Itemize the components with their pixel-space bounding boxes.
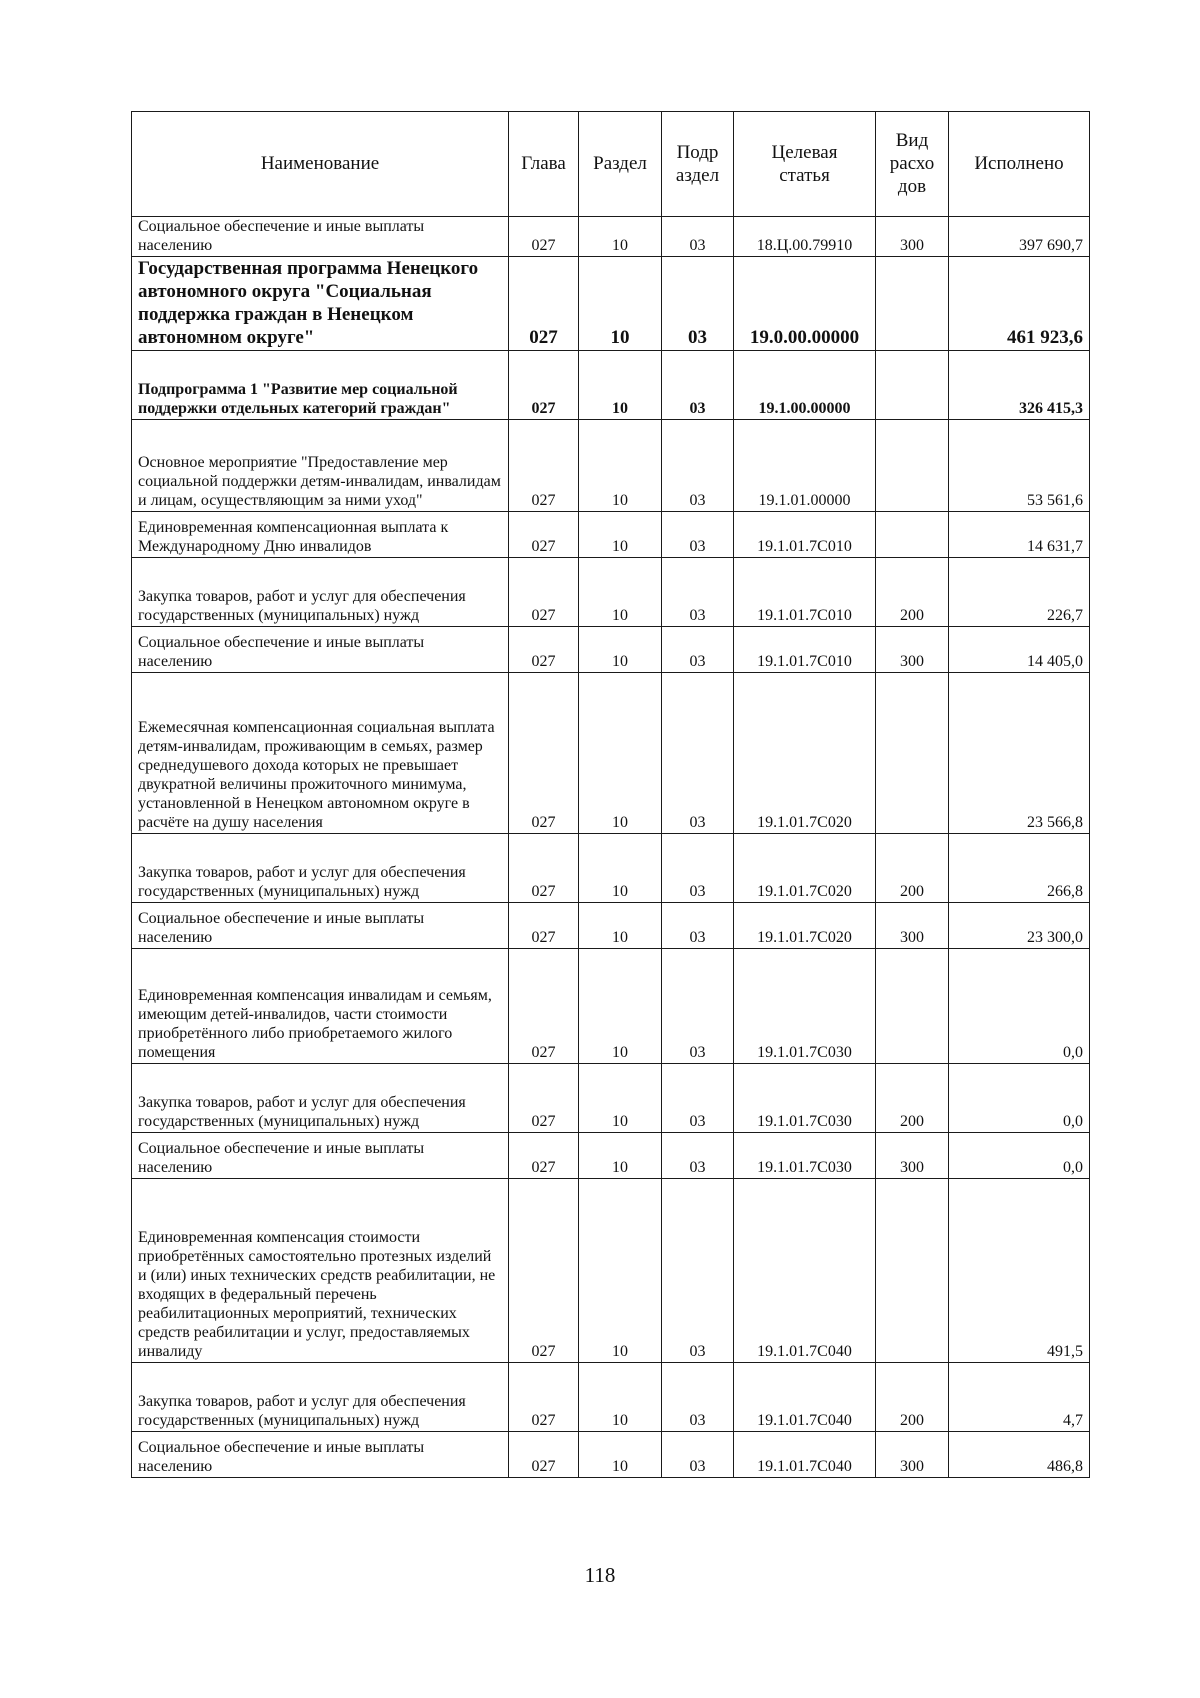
table-row bbox=[132, 1064, 1090, 1133]
row-section: 10 bbox=[579, 1064, 662, 1133]
budget-table bbox=[131, 111, 1090, 1478]
row-subsection: 03 bbox=[662, 1133, 734, 1179]
row-executed: 23 300,0 bbox=[949, 903, 1090, 949]
row-expense-type: 300 bbox=[876, 903, 949, 949]
row-executed: 53 561,6 bbox=[949, 420, 1090, 512]
header-target: Целевая статья bbox=[734, 112, 876, 217]
table-body bbox=[132, 217, 1090, 1478]
table-row bbox=[132, 834, 1090, 903]
row-executed: 266,8 bbox=[949, 834, 1090, 903]
row-executed: 461 923,6 bbox=[949, 257, 1090, 351]
header-chapter: Глава bbox=[509, 112, 579, 217]
row-name: Социальное обеспечение и иные выплаты населению bbox=[132, 627, 509, 673]
row-target: 19.1.01.7С020 bbox=[734, 834, 876, 903]
row-chapter: 027 bbox=[509, 217, 579, 257]
row-subsection: 03 bbox=[662, 420, 734, 512]
table-row bbox=[132, 512, 1090, 558]
row-target: 19.0.00.00000 bbox=[734, 257, 876, 351]
row-target: 19.1.01.7С010 bbox=[734, 627, 876, 673]
row-executed: 14 405,0 bbox=[949, 627, 1090, 673]
row-chapter: 027 bbox=[509, 673, 579, 834]
row-target: 19.1.01.7С040 bbox=[734, 1363, 876, 1432]
row-name: Единовременная компенсационная выплата к Международному Дню инвалидов bbox=[132, 512, 509, 558]
row-section: 10 bbox=[579, 1179, 662, 1363]
row-executed: 0,0 bbox=[949, 1064, 1090, 1133]
row-expense-type: 200 bbox=[876, 558, 949, 627]
row-chapter: 027 bbox=[509, 512, 579, 558]
row-chapter: 027 bbox=[509, 1363, 579, 1432]
row-executed: 14 631,7 bbox=[949, 512, 1090, 558]
row-name: Закупка товаров, работ и услуг для обеспечения государственных (муниципальных) нужд bbox=[132, 1363, 509, 1432]
row-section: 10 bbox=[579, 673, 662, 834]
table-row bbox=[132, 257, 1090, 351]
header-row bbox=[132, 112, 1090, 217]
row-target: 19.1.01.7С030 bbox=[734, 1133, 876, 1179]
row-executed: 397 690,7 bbox=[949, 217, 1090, 257]
row-subsection: 03 bbox=[662, 1064, 734, 1133]
row-expense-type bbox=[876, 673, 949, 834]
row-subsection: 03 bbox=[662, 673, 734, 834]
row-expense-type bbox=[876, 351, 949, 420]
row-section: 10 bbox=[579, 217, 662, 257]
row-executed: 0,0 bbox=[949, 949, 1090, 1064]
row-executed: 491,5 bbox=[949, 1179, 1090, 1363]
row-name: Государственная программа Ненецкого автономного округа "Социальная поддержка граждан в Ненецком автономном округе" bbox=[132, 257, 509, 351]
table-row bbox=[132, 420, 1090, 512]
row-section: 10 bbox=[579, 1363, 662, 1432]
row-subsection: 03 bbox=[662, 949, 734, 1064]
row-target: 19.1.01.7С020 bbox=[734, 673, 876, 834]
row-chapter: 027 bbox=[509, 1432, 579, 1478]
row-subsection: 03 bbox=[662, 512, 734, 558]
row-subsection: 03 bbox=[662, 257, 734, 351]
row-target: 19.1.01.7С020 bbox=[734, 903, 876, 949]
row-name: Основное мероприятие "Предоставление мер социальной поддержки детям-инвалидам, инвалидам и лицам, осуществляющим за ними уход" bbox=[132, 420, 509, 512]
row-target: 18.Ц.00.79910 bbox=[734, 217, 876, 257]
row-target: 19.1.01.7С030 bbox=[734, 949, 876, 1064]
row-chapter: 027 bbox=[509, 1064, 579, 1133]
table-row bbox=[132, 949, 1090, 1064]
row-subsection: 03 bbox=[662, 1432, 734, 1478]
row-expense-type bbox=[876, 257, 949, 351]
row-subsection: 03 bbox=[662, 217, 734, 257]
row-target: 19.1.01.7С040 bbox=[734, 1179, 876, 1363]
row-name: Ежемесячная компенсационная социальная выплата детям-инвалидам, проживающим в семьях, размер среднедушевого дохода которых не превышает двукратной величины прожиточного минимума, установленной в Ненецком автономном округе в расчёте на душу населения bbox=[132, 673, 509, 834]
row-target: 19.1.01.7С010 bbox=[734, 512, 876, 558]
row-name: Подпрограмма 1 "Развитие мер социальной поддержки отдельных категорий граждан" bbox=[132, 351, 509, 420]
row-name: Закупка товаров, работ и услуг для обеспечения государственных (муниципальных) нужд bbox=[132, 834, 509, 903]
row-subsection: 03 bbox=[662, 1363, 734, 1432]
row-section: 10 bbox=[579, 257, 662, 351]
row-chapter: 027 bbox=[509, 903, 579, 949]
row-chapter: 027 bbox=[509, 420, 579, 512]
row-name: Единовременная компенсация стоимости приобретённых самостоятельно протезных изделий и (или) иных технических средств реабилитации, не входящих в федеральный перечень реабилитационных мероприятий, технических средств реабилитации и услуг, предоставляемых инвалиду bbox=[132, 1179, 509, 1363]
row-executed: 4,7 bbox=[949, 1363, 1090, 1432]
row-section: 10 bbox=[579, 834, 662, 903]
row-expense-type: 200 bbox=[876, 1064, 949, 1133]
row-subsection: 03 bbox=[662, 627, 734, 673]
row-expense-type: 300 bbox=[876, 217, 949, 257]
table-row bbox=[132, 903, 1090, 949]
table-row bbox=[132, 627, 1090, 673]
page-number: 118 bbox=[584, 1563, 616, 1587]
row-section: 10 bbox=[579, 1133, 662, 1179]
table-row bbox=[132, 673, 1090, 834]
row-expense-type bbox=[876, 1179, 949, 1363]
row-target: 19.1.01.7С030 bbox=[734, 1064, 876, 1133]
row-chapter: 027 bbox=[509, 834, 579, 903]
row-expense-type: 200 bbox=[876, 834, 949, 903]
row-executed: 0,0 bbox=[949, 1133, 1090, 1179]
row-executed: 23 566,8 bbox=[949, 673, 1090, 834]
row-name: Социальное обеспечение и иные выплаты населению bbox=[132, 217, 509, 257]
row-section: 10 bbox=[579, 420, 662, 512]
header-name: Наименование bbox=[132, 112, 509, 217]
header-subsection: Подр аздел bbox=[662, 112, 734, 217]
row-target: 19.1.01.7С040 bbox=[734, 1432, 876, 1478]
row-executed: 486,8 bbox=[949, 1432, 1090, 1478]
table-row bbox=[132, 1363, 1090, 1432]
header-executed: Исполнено bbox=[949, 112, 1090, 217]
row-expense-type: 200 bbox=[876, 1363, 949, 1432]
row-subsection: 03 bbox=[662, 558, 734, 627]
row-name: Закупка товаров, работ и услуг для обеспечения государственных (муниципальных) нужд bbox=[132, 1064, 509, 1133]
row-chapter: 027 bbox=[509, 558, 579, 627]
row-subsection: 03 bbox=[662, 1179, 734, 1363]
row-executed: 226,7 bbox=[949, 558, 1090, 627]
header-expense-type: Вид расхо дов bbox=[876, 112, 949, 217]
table-row bbox=[132, 558, 1090, 627]
row-chapter: 027 bbox=[509, 627, 579, 673]
row-name: Социальное обеспечение и иные выплаты населению bbox=[132, 1133, 509, 1179]
row-chapter: 027 bbox=[509, 949, 579, 1064]
row-section: 10 bbox=[579, 627, 662, 673]
row-expense-type bbox=[876, 512, 949, 558]
row-section: 10 bbox=[579, 558, 662, 627]
row-section: 10 bbox=[579, 351, 662, 420]
row-section: 10 bbox=[579, 1432, 662, 1478]
row-expense-type: 300 bbox=[876, 627, 949, 673]
header-section: Раздел bbox=[579, 112, 662, 217]
row-name: Социальное обеспечение и иные выплаты населению bbox=[132, 903, 509, 949]
row-chapter: 027 bbox=[509, 1133, 579, 1179]
row-name: Закупка товаров, работ и услуг для обеспечения государственных (муниципальных) нужд bbox=[132, 558, 509, 627]
row-expense-type: 300 bbox=[876, 1133, 949, 1179]
row-name: Единовременная компенсация инвалидам и семьям, имеющим детей-инвалидов, части стоимости приобретённого либо приобретаемого жилого помещения bbox=[132, 949, 509, 1064]
row-expense-type: 300 bbox=[876, 1432, 949, 1478]
row-target: 19.1.00.00000 bbox=[734, 351, 876, 420]
row-target: 19.1.01.7С010 bbox=[734, 558, 876, 627]
row-section: 10 bbox=[579, 903, 662, 949]
row-subsection: 03 bbox=[662, 351, 734, 420]
row-chapter: 027 bbox=[509, 351, 579, 420]
row-chapter: 027 bbox=[509, 1179, 579, 1363]
row-executed: 326 415,3 bbox=[949, 351, 1090, 420]
row-chapter: 027 bbox=[509, 257, 579, 351]
row-target: 19.1.01.00000 bbox=[734, 420, 876, 512]
table-row bbox=[132, 1432, 1090, 1478]
row-name: Социальное обеспечение и иные выплаты населению bbox=[132, 1432, 509, 1478]
table-row bbox=[132, 217, 1090, 257]
row-expense-type bbox=[876, 949, 949, 1064]
row-section: 10 bbox=[579, 949, 662, 1064]
table-row bbox=[132, 1133, 1090, 1179]
row-expense-type bbox=[876, 420, 949, 512]
row-subsection: 03 bbox=[662, 903, 734, 949]
table-row bbox=[132, 351, 1090, 420]
row-subsection: 03 bbox=[662, 834, 734, 903]
row-section: 10 bbox=[579, 512, 662, 558]
table-row bbox=[132, 1179, 1090, 1363]
